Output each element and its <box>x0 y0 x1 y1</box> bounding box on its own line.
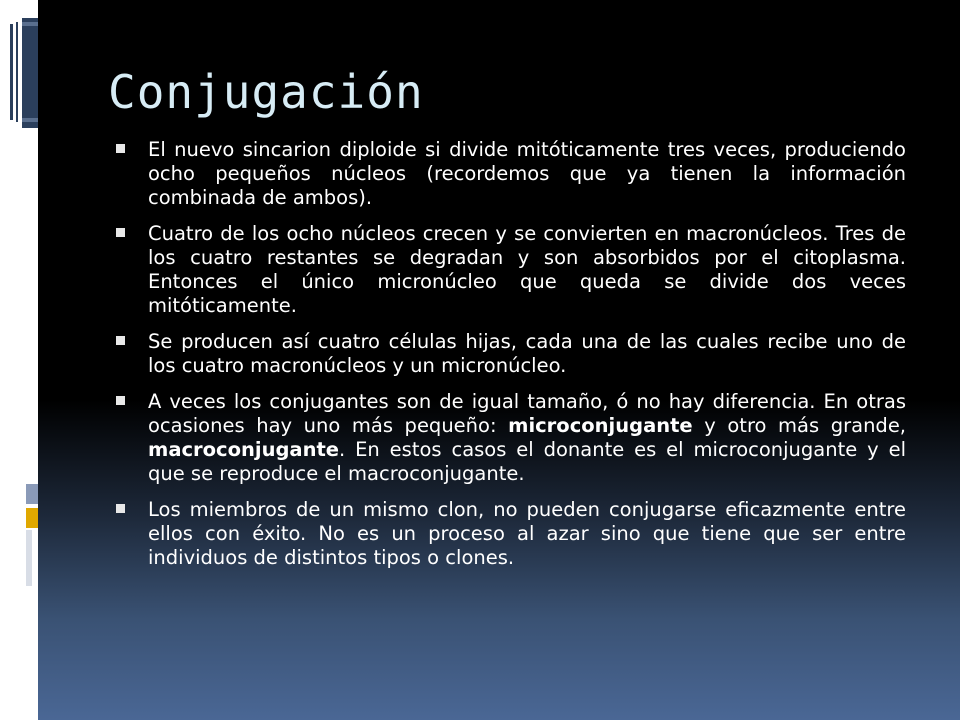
square-bullet-icon <box>116 336 125 345</box>
square-bullet-icon <box>116 144 125 153</box>
bullet-text-part: y otro más grande, <box>692 414 907 437</box>
bullet-item <box>114 330 906 378</box>
square-bullet-icon <box>116 396 125 405</box>
bullet-text: Se producen así cuatro células hijas, cada una de las cuales recibe uno de los cuatro macronúcleos y un micronúcleo. <box>148 330 906 377</box>
square-bullet-icon <box>116 504 125 513</box>
window-panes-icon <box>0 18 38 128</box>
bullet-text-part: A veces los conjugantes son de igual tamaño, ó no hay diferencia. En otras ocasiones hay uno más pequeño: <box>148 390 906 437</box>
bullet-item <box>114 222 906 318</box>
bullet-item <box>114 390 906 486</box>
square-bullet-icon <box>116 228 125 237</box>
side-accent-slate <box>26 484 38 504</box>
side-accent-gold <box>26 508 38 528</box>
bullet-item <box>114 138 906 210</box>
side-accent-light <box>26 530 32 586</box>
term-microconjugante: microconjugante <box>508 414 693 437</box>
bullet-text <box>148 390 906 485</box>
bullet-text: Cuatro de los ocho núcleos crecen y se convierten en macronúcleos. Tres de los cuatro restantes se degradan y son absorbidos por el citoplasma. Entonces el único micronúcleo que queda se divide dos veces mitóticamente. <box>148 222 906 317</box>
bullet-list <box>114 138 906 582</box>
slide-title: Conjugación <box>108 65 424 119</box>
bullet-item <box>114 498 906 570</box>
bullet-text-part: . En estos casos el donante es el microconjugante y el que se reproduce el macroconjugante. <box>148 438 906 485</box>
bullet-text: Los miembros de un mismo clon, no pueden conjugarse eficazmente entre ellos con éxito. No es un proceso al azar sino que tiene que ser entre individuos de distintos tipos o clones. <box>148 498 906 569</box>
bullet-text: El nuevo sincarion diploide si divide mitóticamente tres veces, produciendo ocho pequeños núcleos (recordemos que ya tienen la información combinada de ambos). <box>148 138 906 209</box>
term-macroconjugante: macroconjugante <box>148 438 340 461</box>
